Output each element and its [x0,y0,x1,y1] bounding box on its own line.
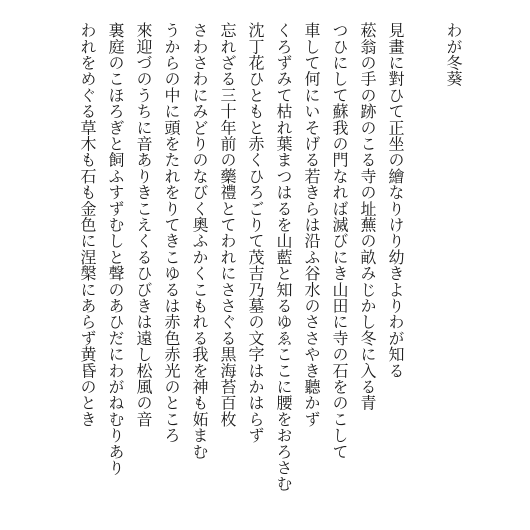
poem-line-11: 裏庭のこほろぎと飼ふすずむしと聲のあひだにわがねむりあり [106,22,125,476]
poem-line-5: くろずみて枯れ葉まつはるを山藍と知るゆゑここに腰をおろさむ [274,22,293,492]
poem-line-10: 來迎づのうちに音ありきこえくるひびきは遠し松風の音 [134,22,153,427]
poem-line-7: 忘れざる三十年前の藥禮とてわれにささぐる黒海苔百枚 [218,22,237,427]
poem-line-3: つひにして蘇我の門なれば滅びにき山田に寺の石をのこして [330,22,349,460]
poem-line-12: われをめぐる草木も石も金色に涅槃にあらず黄昏のとき [78,22,97,427]
poem-line-4: 車して何にいそげる若きらは沿ふ谷水のささやき聽かず [302,22,321,427]
poem-line-8: さわさわにみどりのなびく奧ふかくこもれる我を神も妬まむ [190,22,209,460]
poem-line-1: 見畫に對ひて正坐の繪なりけり幼きよりわが知る [386,22,405,379]
poem-line-9: うからの中に頭をたれをりてきこゆるは赤色赤光のところ [162,22,181,444]
poem-line-2: 菘翁の手の跡のこる寺の址蕪の畝みじかし冬に入る青 [358,22,377,411]
poem-line-6: 沈丁花ひともと赤くひろごりて茂吉乃墓の文字はかはらず [246,22,265,444]
document-title: わが冬葵 [444,22,463,87]
